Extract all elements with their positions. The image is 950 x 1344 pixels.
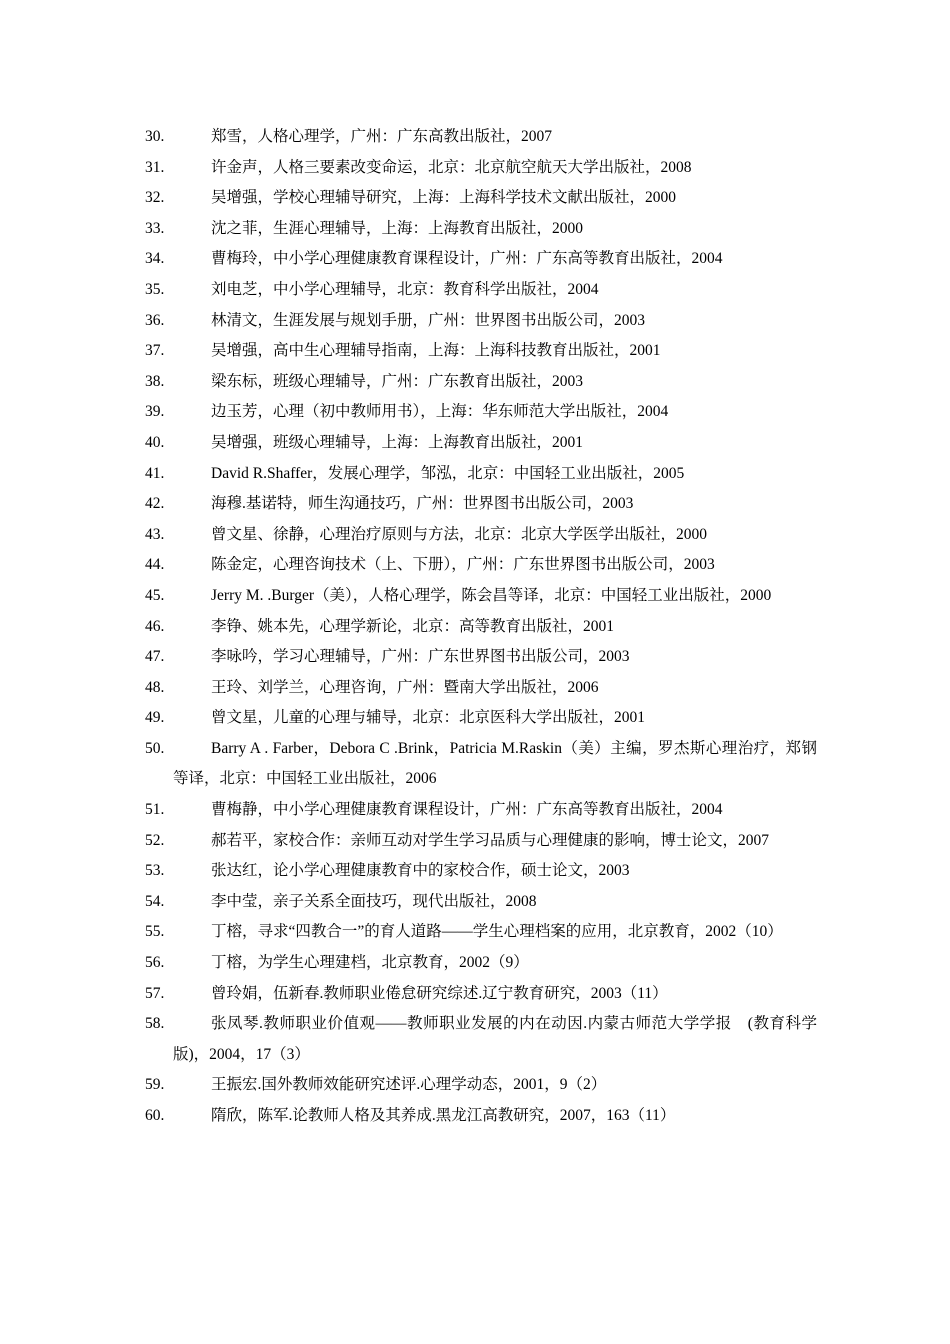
reference-number: 59. bbox=[145, 1076, 165, 1094]
reference-text: 曾玲娟，伍新春.教师职业倦怠研究综述.辽宁教育研究，2003（11） bbox=[211, 984, 668, 1002]
reference-number: 48. bbox=[145, 678, 165, 696]
reference-number: 58. bbox=[145, 1015, 165, 1033]
reference-item bbox=[145, 917, 817, 948]
reference-number: 30. bbox=[145, 128, 165, 145]
reference-item bbox=[145, 459, 817, 490]
reference-text: 丁榕，寻求“四教合一”的育人道路——学生心理档案的应用，北京教育，2002（10） bbox=[211, 923, 783, 941]
reference-number: 34. bbox=[145, 250, 165, 268]
reference-item bbox=[145, 520, 817, 551]
reference-text: 陈金定，心理咨询技术（上、下册），广州：广东世界图书出版公司，2003 bbox=[211, 556, 715, 574]
reference-item bbox=[145, 612, 817, 643]
reference-text: David R.Shaffer，发展心理学，邹泓，北京：中国轻工业出版社，2005 bbox=[211, 464, 685, 482]
reference-text: 张达红，论小学心理健康教育中的家校合作，硕士论文，2003 bbox=[211, 862, 630, 880]
reference-number: 52. bbox=[145, 831, 165, 849]
reference-item bbox=[145, 734, 817, 795]
reference-item bbox=[145, 948, 817, 979]
reference-text: 吴增强，班级心理辅导，上海：上海教育出版社，2001 bbox=[211, 433, 584, 451]
reference-number: 32. bbox=[145, 189, 165, 207]
reference-number: 53. bbox=[145, 862, 165, 880]
reference-number: 44. bbox=[145, 556, 165, 574]
reference-text: 吴增强，学校心理辅导研究，上海：上海科学技术文献出版社，2000 bbox=[211, 189, 677, 207]
reference-text: 曾文星，儿童的心理与辅导，北京：北京医科大学出版社，2001 bbox=[211, 709, 646, 727]
reference-number: 47. bbox=[145, 648, 165, 666]
reference-text: 林清文，生涯发展与规划手册，广州：世界图书出版公司，2003 bbox=[211, 311, 646, 329]
reference-number: 56. bbox=[145, 954, 165, 972]
reference-text: 隋欣，陈军.论教师人格及其养成.黑龙江高教研究，2007，163（11） bbox=[211, 1107, 676, 1124]
reference-text: 吴增强，高中生心理辅导指南，上海：上海科技教育出版社，2001 bbox=[211, 342, 661, 360]
reference-text: Barry A . Farber，Debora C .Brink，Patricia M.Raskin（美）主编，罗杰斯心理治疗，郑钢等译，北京：中国轻工业出版社，2006 bbox=[173, 739, 817, 788]
reference-item bbox=[145, 887, 817, 918]
reference-text: 刘电芝，中小学心理辅导，北京：教育科学出版社，2004 bbox=[211, 280, 599, 298]
reference-item bbox=[145, 214, 817, 245]
reference-text: 梁东标，班级心理辅导，广州：广东教育出版社，2003 bbox=[211, 372, 584, 390]
reference-text: 沈之菲，生涯心理辅导，上海：上海教育出版社，2000 bbox=[211, 219, 584, 237]
reference-number: 41. bbox=[145, 464, 165, 482]
reference-number: 38. bbox=[145, 372, 165, 390]
reference-number: 54. bbox=[145, 892, 165, 910]
reference-number: 50. bbox=[145, 739, 165, 757]
reference-item bbox=[145, 183, 817, 214]
reference-item bbox=[145, 826, 817, 857]
reference-number: 33. bbox=[145, 219, 165, 237]
reference-number: 60. bbox=[145, 1107, 165, 1124]
reference-text: 李咏吟，学习心理辅导，广州：广东世界图书出版公司，2003 bbox=[211, 648, 630, 666]
reference-text: 王振宏.国外教师效能研究述评.心理学动态，2001，9（2） bbox=[211, 1076, 607, 1094]
reference-number: 35. bbox=[145, 280, 165, 298]
reference-text: 张凤琴.教师职业价值观——教师职业发展的内在动因.内蒙古师范大学学报 (教育科学版)，2004，17（3） bbox=[173, 1015, 817, 1063]
reference-item bbox=[145, 489, 817, 520]
reference-item bbox=[145, 1070, 817, 1101]
reference-item bbox=[145, 244, 817, 275]
reference-item bbox=[145, 275, 817, 306]
reference-item bbox=[145, 673, 817, 704]
reference-item bbox=[145, 581, 817, 612]
reference-number: 31. bbox=[145, 158, 165, 176]
reference-number: 40. bbox=[145, 433, 165, 451]
reference-text: 丁榕，为学生心理建档，北京教育，2002（9） bbox=[211, 954, 529, 972]
reference-number: 42. bbox=[145, 495, 165, 513]
reference-number: 39. bbox=[145, 403, 165, 421]
reference-number: 49. bbox=[145, 709, 165, 727]
reference-text: 李铮、姚本先，心理学新论，北京：高等教育出版社，2001 bbox=[211, 617, 615, 635]
reference-text: 许金声，人格三要素改变命运，北京：北京航空航天大学出版社，2008 bbox=[211, 158, 692, 176]
reference-item bbox=[145, 367, 817, 398]
reference-number: 57. bbox=[145, 984, 165, 1002]
reference-number: 36. bbox=[145, 311, 165, 329]
reference-text: 李中莹，亲子关系全面技巧，现代出版社，2008 bbox=[211, 892, 537, 910]
reference-number: 45. bbox=[145, 586, 165, 604]
reference-item bbox=[145, 979, 817, 1010]
reference-text: 郝若平，家校合作：亲师互动对学生学习品质与心理健康的影响，博士论文，2007 bbox=[211, 831, 770, 849]
reference-number: 43. bbox=[145, 525, 165, 543]
reference-text: 郑雪，人格心理学，广州：广东高教出版社，2007 bbox=[211, 128, 553, 145]
reference-number: 46. bbox=[145, 617, 165, 635]
reference-item bbox=[145, 306, 817, 337]
reference-list bbox=[145, 122, 817, 1132]
reference-text: 曹梅静，中小学心理健康教育课程设计，广州：广东高等教育出版社，2004 bbox=[211, 801, 723, 819]
reference-text: 边玉芳，心理（初中教师用书），上海：华东师范大学出版社，2004 bbox=[211, 403, 669, 421]
reference-item bbox=[145, 153, 817, 184]
reference-item bbox=[145, 1009, 817, 1070]
reference-text: 王玲、刘学兰，心理咨询，广州：暨南大学出版社，2006 bbox=[211, 678, 599, 696]
reference-text: 曹梅玲，中小学心理健康教育课程设计，广州：广东高等教育出版社，2004 bbox=[211, 250, 723, 268]
reference-item bbox=[145, 856, 817, 887]
reference-item bbox=[145, 336, 817, 367]
reference-number: 37. bbox=[145, 342, 165, 360]
reference-item bbox=[145, 1101, 817, 1132]
reference-text: 曾文星、徐静，心理治疗原则与方法，北京：北京大学医学出版社，2000 bbox=[211, 525, 708, 543]
reference-item bbox=[145, 397, 817, 428]
reference-text: 海穆.基诺特，师生沟通技巧，广州：世界图书出版公司，2003 bbox=[211, 495, 634, 513]
reference-item bbox=[145, 642, 817, 673]
reference-text: Jerry M. .Burger（美），人格心理学，陈会昌等译，北京：中国轻工业出版社，2000 bbox=[211, 586, 772, 604]
reference-item bbox=[145, 703, 817, 734]
reference-item bbox=[145, 122, 817, 153]
reference-number: 51. bbox=[145, 801, 165, 819]
reference-item bbox=[145, 795, 817, 826]
reference-item bbox=[145, 428, 817, 459]
reference-number: 55. bbox=[145, 923, 165, 941]
reference-item bbox=[145, 550, 817, 581]
